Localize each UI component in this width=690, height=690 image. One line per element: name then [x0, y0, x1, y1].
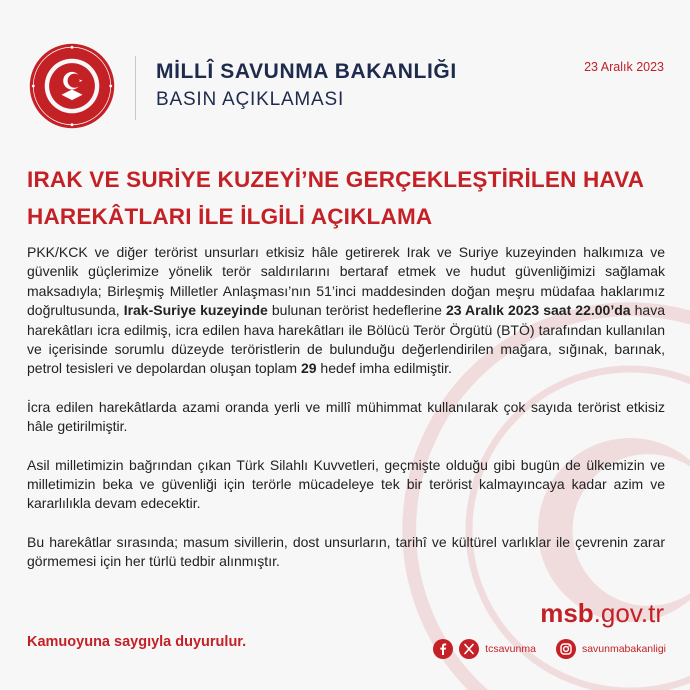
p1-bold-count: 29 [300, 360, 317, 377]
paragraph-3: Asil milletimizin bağrından çıkan Türk Silahlı Kuvvetleri, geçmişte olduğu gibi bugün de ülkemizin ve milletimizin beka ve güvenliği için terörle mücadeleye tek bir terörist kalmayıncaya kadar azim ve kararlılıkla devam edecektir. [27, 456, 665, 512]
website-link[interactable] [540, 598, 664, 629]
instagram-icon[interactable] [556, 639, 576, 659]
p1-bold-location: Irak-Suriye kuzeyinde [123, 302, 268, 319]
header-divider [135, 56, 136, 120]
facebook-icon[interactable] [433, 639, 453, 659]
paragraph-4: Bu harekâtlar sırasında; masum sivillerin, dost unsurların, tarihî ve kültürel varlıklar ile çevrenin zarar görmemesi için her türlü tedbir alınmıştır. [27, 533, 665, 570]
release-date: 23 Aralık 2023 [584, 60, 664, 74]
title-line-1: IRAK VE SURİYE KUZEYİ’NE GERÇEKLEŞTİRİLEN HAVA [27, 167, 645, 192]
ministry-seal-logo [28, 42, 116, 130]
social-handle-instagram[interactable]: savunmabakanligi [581, 643, 666, 655]
site-rest: .gov.tr [593, 598, 664, 628]
header [0, 0, 690, 150]
p1-text-e: hava harekâtları icra edilmiş, icra edilen hava harekâtları ile Bölücü Terör Örgütü (BTÖ) tarafından kullanılan ve içerisinde sorumlu düzeyde teröristlerin de bulunduğu değerlendirilen mağara, sığınak, barınak, petrol tesisleri ve depolardan oluşan toplam [27, 302, 665, 377]
x-icon[interactable] [459, 639, 479, 659]
closing-line: Kamuoyuna saygıyla duyurulur. [27, 634, 247, 650]
p1-text-c: bulunan terörist hedeflerine [267, 302, 446, 319]
social-links [433, 638, 666, 660]
statement-body [27, 243, 665, 591]
social-handle-x[interactable]: tcsavunma [485, 643, 536, 655]
p1-text-a: PKK/KCK ve diğer terörist unsurları etkisiz hâle getirerek Irak ve Suriye kuzeyinden halkımıza ve güvenlik güçlerimize yönelik terör saldırılarını bertaraf etmek ve hudut güvenliğimizi sağlamak maksadıyla; Birleşmiş Milletler Anlaşması’nın 51’inci maddesinden doğan meşru müdafaa haklarımız doğrultusunda, [27, 244, 665, 319]
org-name: MİLLÎ SAVUNMA BAKANLIĞI [156, 60, 457, 83]
paragraph-2: İcra edilen harekâtlarda azami oranda yerli ve millî mühimmat kullanılarak çok sayıda terörist etkisiz hâle getirilmiştir. [27, 398, 665, 435]
p1-text-g: hedef imha edilmiştir. [316, 360, 452, 377]
title-line-2: HAREKÂTLARI İLE İLGİLİ AÇIKLAMA [27, 204, 433, 229]
paragraph-1 [27, 243, 665, 379]
p1-bold-datetime: 23 Aralık 2023 saat 22.00’da [445, 302, 631, 319]
site-main: msb [540, 598, 594, 628]
page-title [27, 161, 667, 235]
document-type: BASIN AÇIKLAMASI [156, 89, 345, 110]
